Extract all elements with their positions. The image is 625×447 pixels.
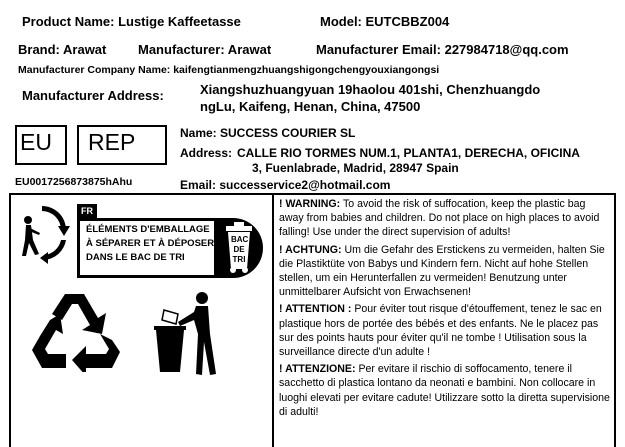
eu-rep-email: Email: successervice2@hotmail.com — [180, 178, 391, 192]
warning-it-text: Per evitare il rischio di soffocamento, tenere il sacchetto di plastica lontano da neonati e bambini. Non collocare in luoghi elevati per evitare cadute! Utilizzare sotto la diretta supervisione di adulti! — [279, 363, 610, 418]
triman-line-3: DANS LE BAC DE TRI — [86, 252, 185, 263]
warning-fr-text: Pour éviter tout risque d'étouffement, tenez le sac en plastique hors de portée des bébés et des enfants. Ne le placez pas sur des points hauts pour éviter qu'il ne tombe ! Utilisation sous la surveillance directe d'un adulte ! — [279, 303, 602, 359]
eu-rep-address-line2: 3, Fuenlabrade, Madrid, 28947 Spain — [252, 161, 459, 175]
manufacturer: Manufacturer: Arawat — [138, 42, 272, 57]
triman-line-2: À SÉPARER ET À DÉPOSER — [86, 238, 215, 249]
manufacturer-address-line1: Xiangshuzhuangyuan 19haolou 401shi, Chenzhuangdo — [200, 82, 541, 97]
warning-fr-label: ! ATTENTION : — [279, 303, 352, 316]
warning-de — [279, 243, 611, 300]
manufacturer-address-label: Manufacturer Address: — [22, 88, 164, 103]
bin-label-1: BAC — [231, 235, 249, 244]
triman-line-1: ÉLÉMENTS D'EMBALLAGE — [86, 224, 210, 235]
brand: Brand: Arawat — [18, 42, 107, 57]
warnings-panel — [279, 197, 611, 422]
warning-en — [279, 197, 611, 240]
manufacturer-company-name: Manufacturer Company Name: kaifengtianmengzhuangshigongchengyouxiangongsi — [18, 64, 440, 76]
warning-it-label: ! ATTENZIONE: — [279, 363, 356, 376]
recycle-icon — [32, 290, 122, 372]
warning-de-text: Um die Gefahr des Erstickens zu vermeiden, halten Sie die Plastiktüte von Babys und Kindern fern. Nicht auf hohe Stellen stellen, um ein Herunterfallen zu vermeiden! Benutzung unter unmittelbarer Aufsicht von Erwachsenen! — [279, 243, 605, 299]
manufacturer-email: Manufacturer Email: 227984718@qq.com — [316, 42, 569, 57]
bin-label-3: TRI — [232, 255, 246, 264]
eu-rep-address-line1: CALLE RIO TORMES NUM.1, PLANTA1, DERECHA, OFICINA — [237, 146, 580, 160]
warning-fr — [279, 302, 611, 359]
tidyman-icon — [150, 290, 230, 380]
eu-label: EU — [20, 129, 52, 155]
triman-icon — [14, 200, 74, 278]
model: Model: EUTCBBZ004 — [320, 14, 450, 29]
rep-label: REP — [88, 129, 136, 155]
warning-de-label: ! ACHTUNG: — [279, 243, 342, 256]
fr-tab: FR — [77, 204, 97, 218]
divider — [272, 193, 274, 447]
eu-rep-address-label: Address: — [180, 146, 233, 160]
eu-rep-name: Name: SUCCESS COURIER SL — [180, 126, 356, 140]
manufacturer-address-line2: ngLu, Kaifeng, Henan, China, 47500 — [200, 99, 421, 114]
bin-label-2: DE — [233, 245, 245, 254]
eu-rep-code: EU0017256873875hAhu — [15, 176, 133, 188]
warning-it — [279, 362, 611, 419]
warning-en-text: To avoid the risk of suffocation, keep the plastic bag away from babies and children. Do not place on high places to avoid falling! Use under the direct supervision of adults! — [279, 198, 600, 239]
product-name: Product Name: Lustige Kaffeetasse — [22, 14, 241, 29]
warning-en-label: ! WARNING: — [279, 198, 341, 210]
